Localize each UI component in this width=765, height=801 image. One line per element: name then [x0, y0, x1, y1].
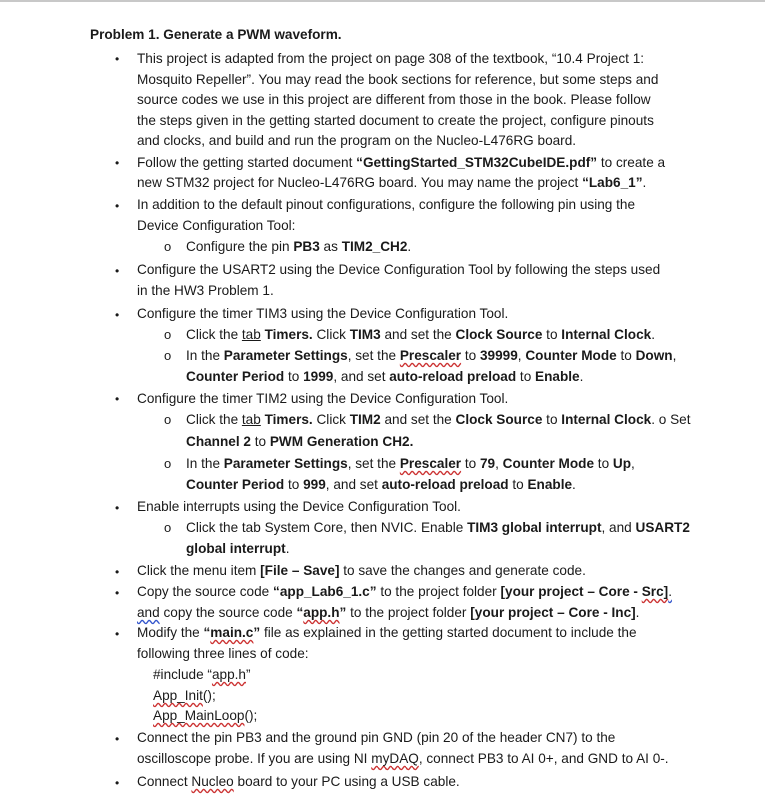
- code-line-app-init: App_Init();: [153, 688, 216, 703]
- b6-sub2-line2: Counter Period to 999, and set auto-reload preload to Enable.: [186, 477, 576, 492]
- sub-bullet-icon: o: [164, 327, 172, 342]
- sub-bullet-icon: o: [164, 412, 172, 427]
- b7-sub1-line1: Click the tab System Core, then NVIC. Enable TIM3 global interrupt, and USART2: [186, 520, 690, 535]
- bullet-icon: •: [115, 565, 120, 579]
- b3-line1: In addition to the default pinout configurations, configure the following pin using the: [137, 197, 636, 212]
- b6-line1: Configure the timer TIM2 using the Device Configuration Tool.: [137, 391, 509, 406]
- sub-bullet-icon: o: [164, 348, 172, 363]
- bullet-icon: •: [115, 776, 120, 790]
- b1-line5: and clocks, and build and run the program on the Nucleo-L476RG board.: [137, 133, 577, 148]
- b5-sub2-line2: Counter Period to 1999, and set auto-reload preload to Enable.: [186, 369, 584, 384]
- sub-bullet-icon: o: [164, 239, 172, 254]
- bullet-icon: •: [115, 264, 120, 278]
- b1-line1: This project is adapted from the project on page 308 of the textbook, “10.4 Project 1:: [137, 51, 645, 66]
- b11-line2: oscilloscope probe. If you are using NI myDAQ, connect PB3 to AI 0+, and GND to AI 0-.: [137, 751, 669, 766]
- bullet-icon: •: [115, 392, 120, 406]
- problem-title: Problem 1. Generate a PWM waveform.: [90, 27, 342, 42]
- b9-line2: and copy the source code “app.h” to the project folder [your project – Core - Inc].: [137, 605, 640, 620]
- b1-line4: the steps given in the getting started document to create the project, configure pinouts: [137, 113, 654, 128]
- bullet-icon: •: [115, 627, 120, 641]
- b8-line1: Click the menu item [File – Save] to save the changes and generate code.: [137, 563, 586, 578]
- sub-bullet-icon: o: [164, 520, 172, 535]
- b5-sub1: Click the tab Timers. Click TIM3 and set the Clock Source to Internal Clock.: [186, 327, 655, 342]
- bullet-icon: •: [115, 156, 120, 170]
- b7-sub1-line2: global interrupt.: [186, 541, 290, 556]
- b11-line1: Connect the pin PB3 and the ground pin GND (pin 20 of the header CN7) to the: [137, 730, 616, 745]
- b4-line2: in the HW3 Problem 1.: [137, 283, 274, 298]
- bullet-icon: •: [115, 732, 120, 746]
- bullet-icon: •: [115, 586, 120, 600]
- b12-line1: Connect Nucleo board to your PC using a USB cable.: [137, 774, 460, 789]
- code-line-app-mainloop: App_MainLoop();: [153, 708, 258, 723]
- bullet-icon: •: [115, 501, 120, 515]
- b7-line1: Enable interrupts using the Device Configuration Tool.: [137, 499, 461, 514]
- b4-line1: Configure the USART2 using the Device Configuration Tool by following the steps used: [137, 262, 661, 277]
- b5-line1: Configure the timer TIM3 using the Device Configuration Tool.: [137, 306, 509, 321]
- b6-sub1-line1: Click the tab Timers. Click TIM2 and set the Clock Source to Internal Clock. o Set: [186, 412, 691, 427]
- bullet-icon: •: [115, 308, 120, 322]
- b6-sub1-line2: Channel 2 to PWM Generation CH2.: [186, 434, 414, 449]
- b2-line2: new STM32 project for Nucleo-L476RG board. You may name the project “Lab6_1”.: [137, 175, 647, 190]
- b3-sub1: Configure the pin PB3 as TIM2_CH2.: [186, 239, 412, 254]
- b3-line2: Device Configuration Tool:: [137, 218, 296, 233]
- bullet-icon: •: [115, 52, 120, 66]
- bullet-icon: •: [115, 199, 120, 213]
- b1-line3: source codes we use in this project are different from those in the book. Please follow: [137, 92, 651, 107]
- b5-sub2-line1: In the Parameter Settings, set the Prescaler to 39999, Counter Mode to Down,: [186, 348, 677, 363]
- page-top-rule: [0, 0, 765, 2]
- code-line-include: #include “app.h”: [153, 667, 251, 682]
- b10-line1: Modify the “main.c” file as explained in the getting started document to include the: [137, 625, 637, 640]
- b2-line1: Follow the getting started document “GettingStarted_STM32CubeIDE.pdf” to create a: [137, 155, 666, 170]
- b1-line2: Mosquito Repeller”. You may read the book sections for reference, but some steps and: [137, 72, 659, 87]
- b6-sub2-line1: In the Parameter Settings, set the Prescaler to 79, Counter Mode to Up,: [186, 456, 635, 471]
- b9-line1: Copy the source code “app_Lab6_1.c” to the project folder [your project – Core - Src].: [137, 584, 672, 599]
- b10-line2: following three lines of code:: [137, 646, 309, 661]
- sub-bullet-icon: o: [164, 456, 172, 471]
